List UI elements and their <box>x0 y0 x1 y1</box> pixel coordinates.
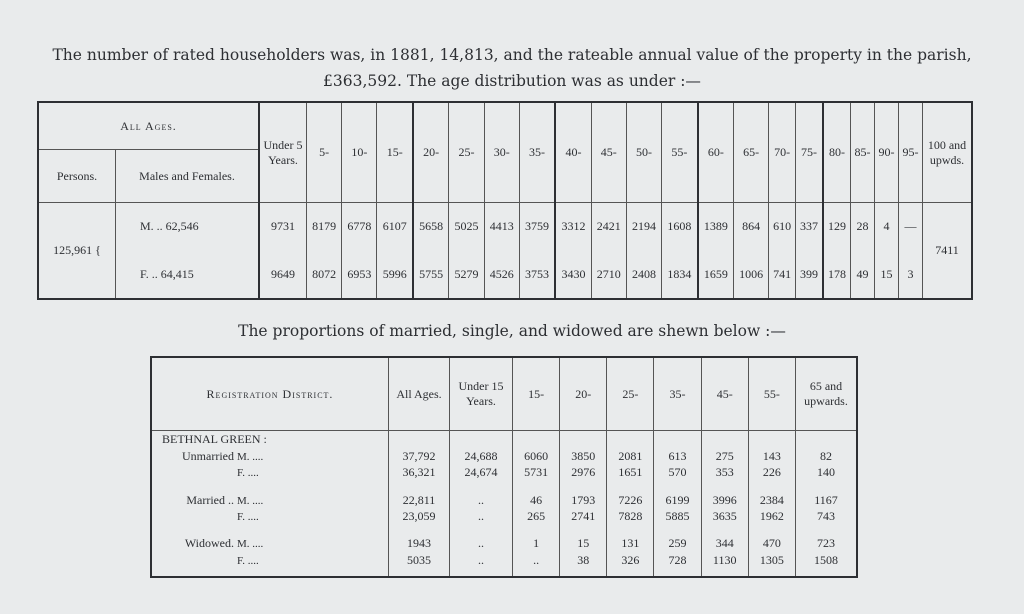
cell: 1006 <box>734 251 769 299</box>
cell: 1167 <box>796 492 858 508</box>
age-header: 75- <box>796 102 823 203</box>
group-label: Married .. <box>186 492 234 507</box>
proportions-text: The proportions of married, single, and widowed are shewn below :— <box>238 322 786 340</box>
cell: 1962 <box>748 508 795 524</box>
age-header: 35- <box>519 102 555 203</box>
cell: 2081 <box>607 448 654 464</box>
cell: 8179 <box>307 203 342 251</box>
cell: 570 <box>654 465 701 481</box>
col-header: 65 and upwards. <box>796 357 858 431</box>
all-ages-header: All Ages. <box>38 102 259 150</box>
cell: 337 <box>796 203 823 251</box>
cell: 2384 <box>748 492 795 508</box>
cell: 22,811 <box>389 492 450 508</box>
cell: 326 <box>607 552 654 568</box>
cell: 864 <box>734 203 769 251</box>
cell: 259 <box>654 535 701 551</box>
males-females-header: Males and Females. <box>116 150 260 203</box>
cell: 399 <box>796 251 823 299</box>
cell: 5996 <box>377 251 413 299</box>
cell: 743 <box>796 508 858 524</box>
cell: 36,321 <box>389 465 450 481</box>
cell: 470 <box>748 535 795 551</box>
age-header: 60- <box>698 102 734 203</box>
age-header: 90- <box>874 102 898 203</box>
col-header: 55- <box>748 357 795 431</box>
cell: 353 <box>701 465 748 481</box>
group-row: F. .... <box>237 554 259 567</box>
cell: 49 <box>851 251 875 299</box>
cell: 3753 <box>519 251 555 299</box>
reg-district-header: Registration District. <box>151 357 389 431</box>
col-header: 15- <box>513 357 560 431</box>
group-row: Married .. M. .... <box>151 492 389 508</box>
age-header: 30- <box>484 102 519 203</box>
intro-line-1: The number of rated householders was, in 1881, 14,813, and the rateable annual value of the property in the parish, <box>52 46 972 64</box>
cell: 8072 <box>307 251 342 299</box>
cell: 24,688 <box>450 448 513 464</box>
cell: 9731 <box>259 203 307 251</box>
cell: 723 <box>796 535 858 551</box>
cell: 5731 <box>513 465 560 481</box>
cell: 5025 <box>449 203 484 251</box>
col-header: 45- <box>701 357 748 431</box>
age-header: 40- <box>555 102 591 203</box>
col-header: 25- <box>607 357 654 431</box>
col-header: 20- <box>560 357 607 431</box>
cell: .. <box>450 492 513 508</box>
cell: 24,674 <box>450 465 513 481</box>
persons-total: 125,961 { <box>53 242 101 257</box>
group-label: Widowed. <box>184 536 234 551</box>
cell: 6107 <box>377 203 413 251</box>
cell: 38 <box>560 552 607 568</box>
cell: 1659 <box>698 251 734 299</box>
group-row: F. .... <box>237 510 259 523</box>
marital-status-table <box>150 356 858 578</box>
cell: .. <box>450 535 513 551</box>
cell: 37,792 <box>389 448 450 464</box>
group-row: Widowed. M. .... <box>151 535 389 551</box>
cell: 82 <box>796 448 858 464</box>
cell: 23,059 <box>389 508 450 524</box>
age-header: 5- <box>307 102 342 203</box>
cell: 344 <box>701 535 748 551</box>
cell: 275 <box>701 448 748 464</box>
cell: 1130 <box>701 552 748 568</box>
age-header: 70- <box>769 102 796 203</box>
cell: 5279 <box>449 251 484 299</box>
cell: 2194 <box>626 203 661 251</box>
cell: 15 <box>560 535 607 551</box>
age-header: 55- <box>662 102 698 203</box>
age-header: 45- <box>591 102 626 203</box>
cell: 6778 <box>342 203 377 251</box>
cell: 3430 <box>555 251 591 299</box>
cell: 178 <box>823 251 850 299</box>
cell: 2710 <box>591 251 626 299</box>
cell: 4413 <box>484 203 519 251</box>
cell: 5885 <box>654 508 701 524</box>
persons-header: Persons. <box>38 150 116 203</box>
under5-header: Under 5 Years. <box>259 102 307 203</box>
age-header: 10- <box>342 102 377 203</box>
age-distribution-table <box>37 101 973 300</box>
cell: 46 <box>513 492 560 508</box>
cell: 5035 <box>389 552 450 568</box>
cell: 143 <box>748 448 795 464</box>
col-header: All Ages. <box>389 357 450 431</box>
hundred-header: 100 and upwds. <box>923 102 973 203</box>
cell: 2976 <box>560 465 607 481</box>
cell: 6953 <box>342 251 377 299</box>
cell: 9649 <box>259 251 307 299</box>
district-label: BETHNAL GREEN : <box>162 432 267 447</box>
cell: .. <box>513 552 560 568</box>
cell: 226 <box>748 465 795 481</box>
cell: 15 <box>874 251 898 299</box>
cell: 2421 <box>591 203 626 251</box>
cell: 6060 <box>513 448 560 464</box>
cell: 610 <box>769 203 796 251</box>
group-label: Unmarried <box>182 448 234 463</box>
group-row: Unmarried M. .... <box>151 448 389 464</box>
cell: 6199 <box>654 492 701 508</box>
cell: 3759 <box>519 203 555 251</box>
col-header: 35- <box>654 357 701 431</box>
age-header: 15- <box>377 102 413 203</box>
cell: 265 <box>513 508 560 524</box>
intro-line-2: £363,592. The age distribution was as under :— <box>323 72 701 90</box>
cell: 28 <box>851 203 875 251</box>
cell: 2741 <box>560 508 607 524</box>
cell: 1508 <box>796 552 858 568</box>
col-header: Under 15 Years. <box>450 357 513 431</box>
cell: .. <box>450 508 513 524</box>
group-row: F. .... <box>237 467 259 480</box>
cell: 3635 <box>701 508 748 524</box>
cell: 5755 <box>413 251 449 299</box>
age-header: 85- <box>851 102 875 203</box>
male-row-label: M. .. 62,546 <box>116 203 260 251</box>
age-header: 95- <box>898 102 922 203</box>
age-header: 80- <box>823 102 850 203</box>
cell: 2408 <box>626 251 661 299</box>
cell: — <box>898 203 922 251</box>
hundred-total: 7411 <box>923 203 973 299</box>
cell: 741 <box>769 251 796 299</box>
cell: 1 <box>513 535 560 551</box>
cell: 3850 <box>560 448 607 464</box>
cell: 7226 <box>607 492 654 508</box>
cell: 1651 <box>607 465 654 481</box>
cell: .. <box>450 552 513 568</box>
cell: 4526 <box>484 251 519 299</box>
cell: 1793 <box>560 492 607 508</box>
cell: 3996 <box>701 492 748 508</box>
cell: 7828 <box>607 508 654 524</box>
cell: 728 <box>654 552 701 568</box>
cell: 1834 <box>662 251 698 299</box>
age-header: 25- <box>449 102 484 203</box>
cell: 4 <box>874 203 898 251</box>
cell: 1608 <box>662 203 698 251</box>
female-row-label: F. .. 64,415 <box>116 251 260 299</box>
age-header: 65- <box>734 102 769 203</box>
cell: 129 <box>823 203 850 251</box>
cell: 131 <box>607 535 654 551</box>
cell: 613 <box>654 448 701 464</box>
cell: 1943 <box>389 535 450 551</box>
cell: 1389 <box>698 203 734 251</box>
age-header: 20- <box>413 102 449 203</box>
cell: 3312 <box>555 203 591 251</box>
cell: 3 <box>898 251 922 299</box>
cell: 5658 <box>413 203 449 251</box>
cell: 1305 <box>748 552 795 568</box>
cell: 140 <box>796 465 858 481</box>
age-header: 50- <box>626 102 661 203</box>
intro-paragraph <box>40 42 984 94</box>
